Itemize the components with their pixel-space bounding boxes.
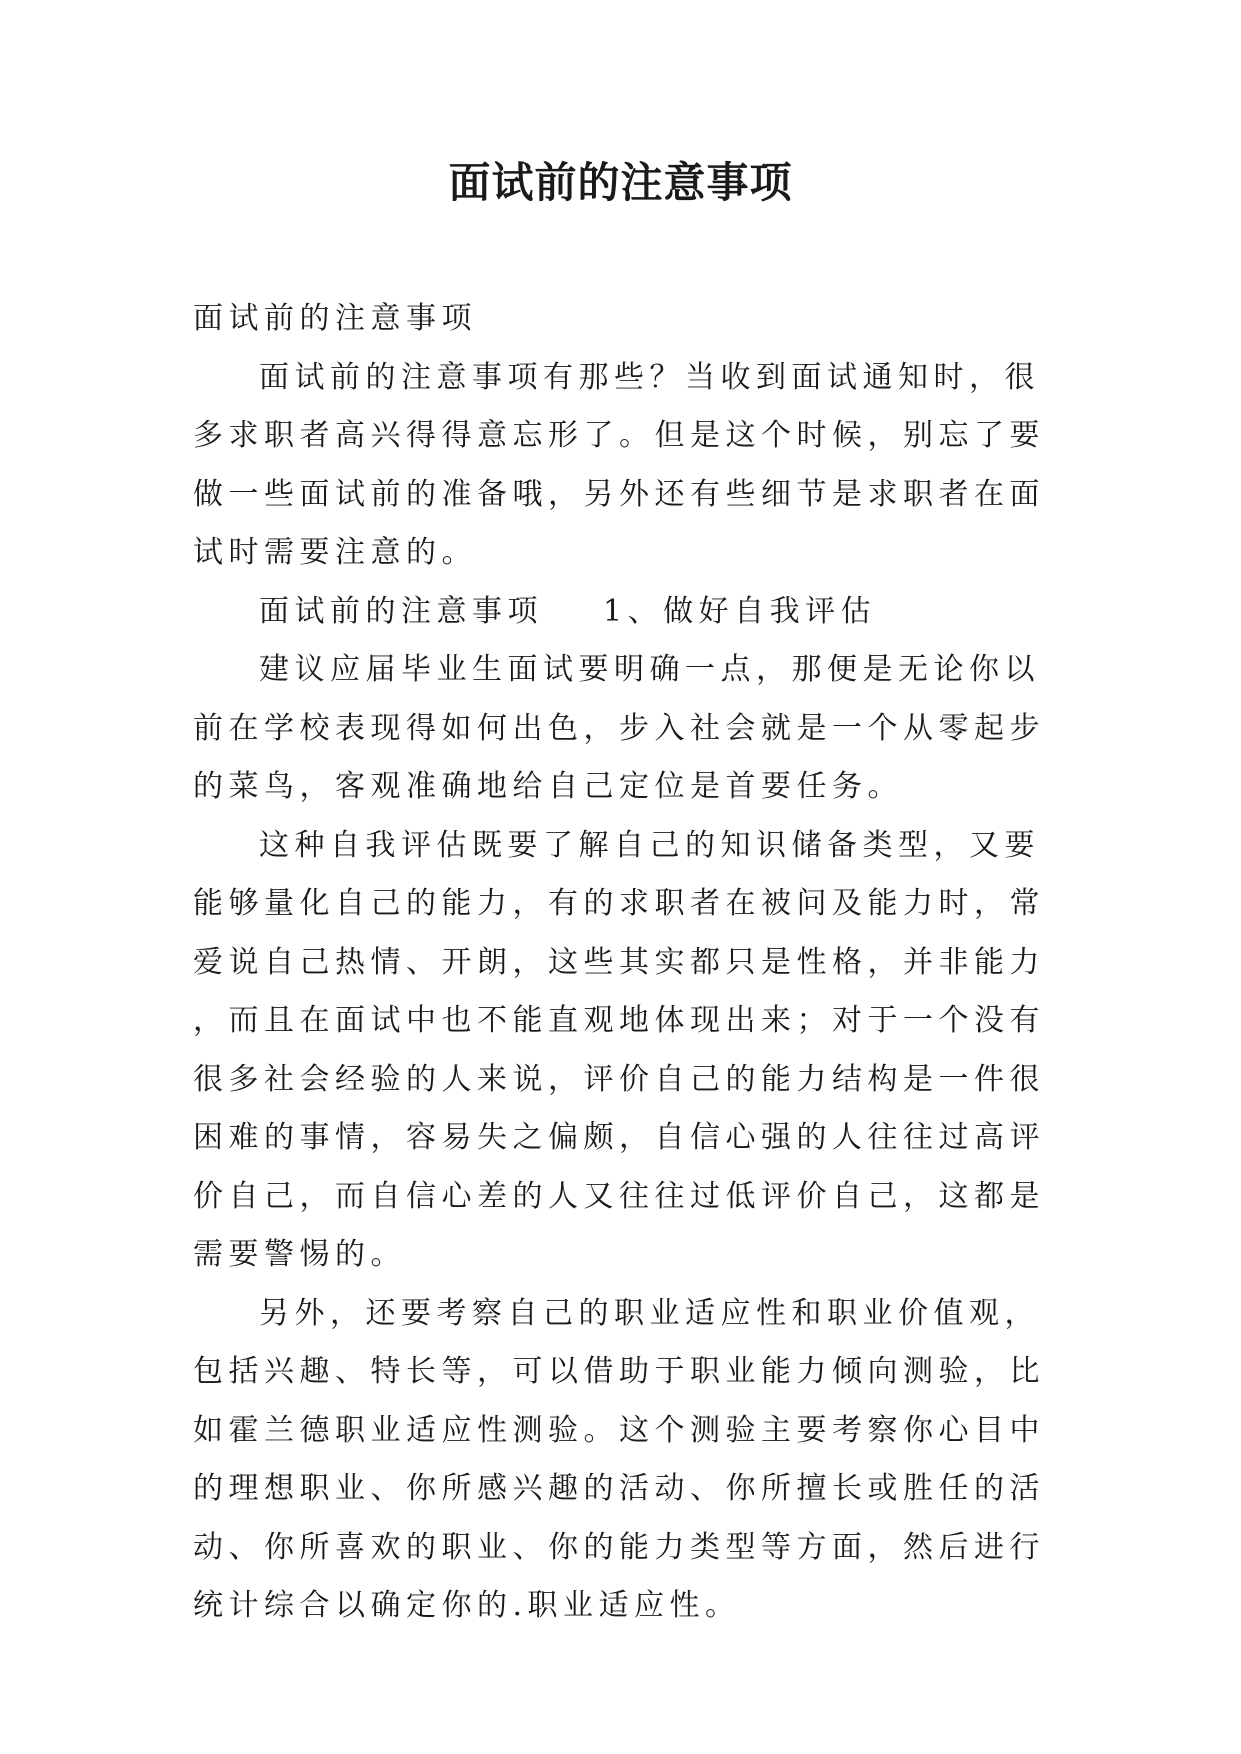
section-heading	[193, 583, 1053, 642]
document-subtitle: 面试前的注意事项	[193, 301, 477, 336]
paragraph-intro: 面试前的注意事项有那些？当收到面试通知时，很多求职者高兴得得意忘形了。但是这个时候，别忘了要做一些面试前的准备哦，另外还有些细节是求职者在面试时需要注意的。	[193, 359, 1045, 570]
paragraph-career-aptitude: 另外，还要考察自己的职业适应性和职业价值观，包括兴趣、特长等，可以借助于职业能力倾向测验，比如霍兰德职业适应性测验。这个测验主要考察你心目中的理想职业、你所感兴趣的活动、你所擅长或胜任的活动、你所喜欢的职业、你的能力类型等方面，然后进行统计综合以确定你的.职业适应性。	[193, 1295, 1045, 1623]
document-title: 面试前的注意事项	[448, 158, 793, 207]
section-heading-label: 1、做好自我评估	[603, 593, 877, 629]
document-body	[193, 290, 1053, 1636]
paragraph-self-positioning: 建议应届毕业生面试要明确一点，那便是无论你以前在学校表现得如何出色，步入社会就是一个从零起步的菜鸟，客观准确地给自己定位是首要任务。	[193, 652, 1045, 804]
section-heading-prefix: 面试前的注意事项	[259, 593, 543, 629]
paragraph-self-assessment: 这种自我评估既要了解自己的知识储备类型，又要能够量化自己的能力，有的求职者在被问及能力时，常爱说自己热情、开朗，这些其实都只是性格，并非能力，而且在面试中也不能直观地体现出来；对于一个没有很多社会经验的人来说，评价自己的能力结构是一件很困难的事情，容易失之偏颇，自信心强的人往往过高评价自己，而自信心差的人又往往过低评价自己，这都是需要警惕的。	[193, 827, 1045, 1272]
